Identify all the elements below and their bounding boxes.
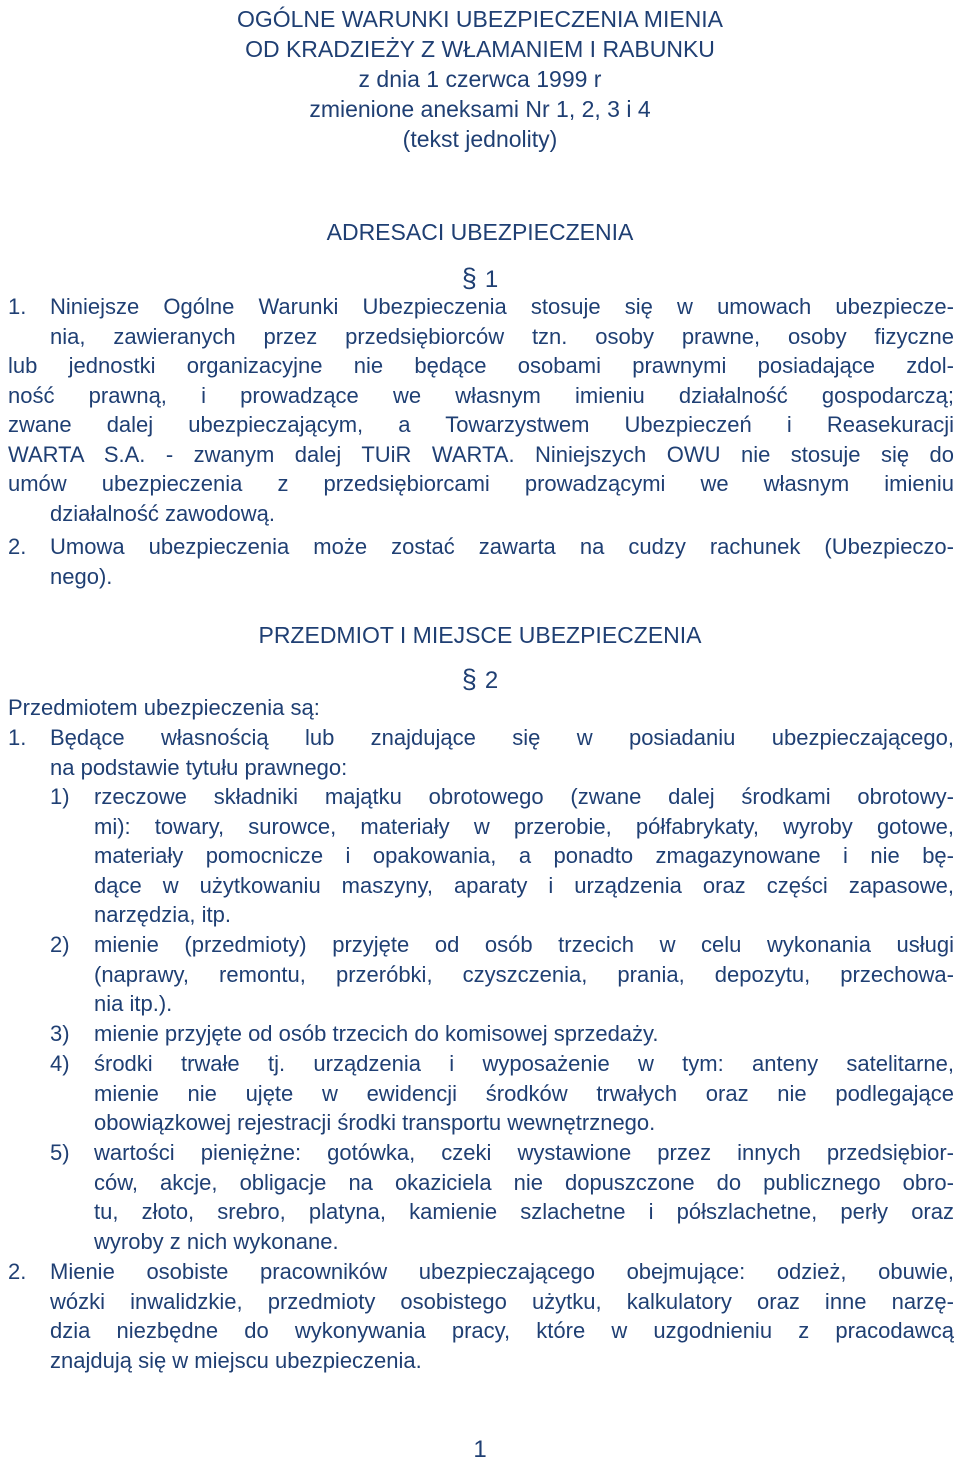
text-line: mi): towary, surowce, materiały w przerobie, półfabrykaty, wyroby gotowe, — [94, 813, 954, 839]
subtitle-line: zmienione aneksami Nr 1, 2, 3 i 4 — [309, 96, 651, 122]
paragraph-mark-1 — [0, 263, 960, 295]
text-line: mienie przyjęte od osób trzecich do komisowej sprzedaży. — [94, 1021, 659, 1046]
paragraph-mark-2 — [0, 664, 960, 696]
text-line: ców, akcje, obligacje na okaziciela nie dopuszczone do publicznego obro- — [94, 1169, 954, 1195]
item-number: 1. — [8, 294, 27, 319]
section2-item1-text — [50, 723, 954, 782]
text-line: Niniejsze Ogólne Warunki Ubezpieczenia stosuje się w umowach ubezpiecze- — [50, 294, 954, 319]
text-line: Mienie osobiste pracowników ubezpieczającego obejmujące: odzież, obuwie, — [50, 1259, 954, 1284]
paragraph-symbol: § — [461, 664, 477, 694]
section1-item1-continuation — [8, 351, 954, 529]
text-line: wartości pieniężne: gotówka, czeki wystawione przez innych przedsiębior- — [94, 1140, 954, 1165]
section1-item2-text — [50, 532, 954, 591]
section1-item1-text — [50, 292, 954, 351]
subitem-text — [94, 782, 954, 930]
text-line: dzia niezbędne do wykonywania pracy, które w uzgodnieniu z pracodawcą — [50, 1318, 954, 1344]
item-number: 2. — [8, 1259, 27, 1284]
text-line: materiały pomocnicze i opakowania, a ponadto zmagazynowane i nie bę- — [94, 843, 954, 869]
text-line: nego). — [50, 563, 113, 589]
text-line: Przedmiotem ubezpieczenia są: — [8, 695, 320, 720]
text-line: narzędzia, itp. — [94, 902, 231, 928]
text-line: zwane dalej ubezpieczającym, a Towarzystwem Ubezpieczeń i Reasekuracji — [8, 412, 954, 438]
document-title — [0, 4, 960, 64]
text-line: działalność zawodową. — [50, 500, 276, 526]
title-line: OGÓLNE WARUNKI UBEZPIECZENIA MIENIA — [236, 6, 724, 32]
text-line: wózki inwalidzkie, przedmioty osobistego użytku, kalkulatory oraz inne narzę- — [50, 1288, 954, 1314]
item-number: 1. — [8, 725, 27, 750]
item-number: 2. — [8, 534, 27, 559]
text-line: obowiązkowej rejestracji środki transportu wewnętrznego. — [94, 1110, 656, 1136]
text-line: mienie (przedmioty) przyjęte od osób trzecich w celu wykonania usługi — [94, 932, 954, 957]
text-line: środki trwałe tj. urządzenia i wyposażenie w tym: anteny satelitarne, — [94, 1051, 954, 1076]
text-line: WARTA S.A. - zwanym dalej TUiR WARTA. Niniejszych OWU nie stosuje się do — [8, 441, 954, 467]
text-line: Umowa ubezpieczenia może zostać zawarta na cudzy rachunek (Ubezpieczo- — [50, 534, 954, 559]
subitem-number: 3) — [50, 1021, 70, 1046]
page-number: 1 — [473, 1436, 487, 1463]
subitem-number: 5) — [50, 1140, 70, 1165]
text-line: Będące własnością lub znajdujące się w posiadaniu ubezpieczającego, — [50, 725, 954, 750]
text-line: ność prawną, i prowadzące we własnym imieniu działalność gospodarczą; — [8, 382, 954, 408]
section-heading-adresaci: ADRESACI UBEZPIECZENIA — [326, 219, 634, 245]
text-line: tu, złoto, srebro, platyna, kamienie szlachetne i półszlachetne, perły oraz — [94, 1199, 954, 1225]
text-line: znajdują się w miejscu ubezpieczenia. — [50, 1347, 422, 1373]
subtitle-line: z dnia 1 czerwca 1999 r — [358, 66, 602, 92]
document-subtitle — [0, 64, 960, 154]
text-line: lub jednostki organizacyjne nie będące osobami prawnymi posiadające zdol- — [8, 353, 954, 378]
text-line: rzeczowe składniki majątku obrotowego (zwane dalej środkami obrotowy- — [94, 784, 954, 809]
subitem-number: 1) — [50, 784, 70, 809]
subitem-text — [94, 1049, 954, 1138]
section2-intro — [8, 693, 908, 723]
text-line: nia itp.). — [94, 991, 173, 1017]
text-line: (naprawy, remontu, przeróbki, czyszczenia, prania, depozytu, przechowa- — [94, 961, 954, 987]
text-line: dące w użytkowaniu maszyny, aparaty i urządzenia oraz części zapasowe, — [94, 872, 954, 898]
text-line: umów ubezpieczenia z przedsiębiorcami prowadzącymi we własnym imieniu — [8, 471, 954, 497]
subitem-text — [94, 930, 954, 1019]
text-line: wyroby z nich wykonane. — [94, 1228, 339, 1254]
subitem-number: 4) — [50, 1051, 70, 1076]
paragraph-number: 1 — [484, 266, 499, 293]
subitem-text — [94, 1138, 954, 1256]
subitem-number: 2) — [50, 932, 70, 957]
subitem-text — [94, 1019, 954, 1049]
subtitle-line: (tekst jednolity) — [402, 126, 558, 152]
section2-item2-text — [50, 1257, 954, 1375]
text-line: mienie nie ujęte w ewidencji środków trwałych oraz nie podlegające — [94, 1080, 954, 1106]
title-line: OD KRADZIEŻY Z WŁAMANIEM I RABUNKU — [245, 36, 715, 62]
text-line: nia, zawieranych przez przedsiębiorców tzn. osoby prawne, osoby fizyczne — [50, 323, 954, 349]
paragraph-number: 2 — [484, 667, 499, 694]
paragraph-symbol: § — [461, 263, 477, 293]
text-line: na podstawie tytułu prawnego: — [50, 754, 348, 780]
section-heading-przedmiot: PRZEDMIOT I MIEJSCE UBEZPIECZENIA — [258, 622, 702, 648]
